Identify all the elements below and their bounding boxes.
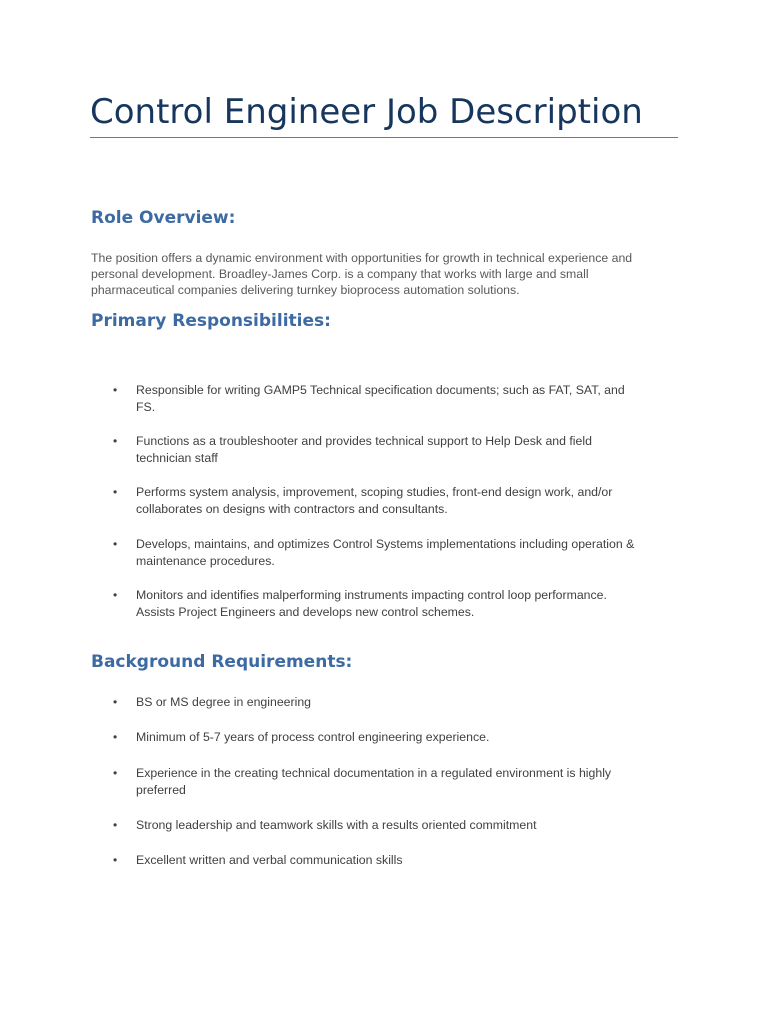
list-item-line: Assists Project Engineers and develops new control schemes. (136, 605, 475, 619)
list-item-line: Strong leadership and teamwork skills with a results oriented commitment (136, 818, 537, 832)
list-item-line: Minimum of 5-7 years of process control engineering experience. (136, 730, 490, 744)
list-item-text (136, 587, 681, 621)
bullet-icon: • (113, 485, 118, 499)
bullet-icon: • (113, 766, 118, 780)
list-item-text (136, 484, 681, 518)
list-item-text (136, 729, 681, 746)
bullet-icon: • (113, 818, 118, 832)
title-underline-divider (90, 137, 678, 138)
role-overview-paragraph (91, 250, 691, 298)
list-item-text (136, 433, 681, 467)
list-item-line: maintenance procedures. (136, 554, 275, 568)
paragraph-line: personal development. Broadley-James Corp. is a company that works with large and small (91, 267, 589, 281)
list-item-line: BS or MS degree in engineering (136, 695, 311, 709)
list-item-text (136, 382, 681, 416)
list-item-line: Monitors and identifies malperforming instruments impacting control loop performance. (136, 588, 607, 602)
list-item-text (136, 536, 681, 570)
list-item-line: Responsible for writing GAMP5 Technical specification documents; such as FAT, SAT, and (136, 383, 625, 397)
list-item-line: FS. (136, 400, 156, 414)
bullet-icon: • (113, 853, 118, 867)
role-overview-heading: Role Overview: (91, 208, 236, 228)
list-item-line: collaborates on designs with contractors and consultants. (136, 502, 448, 516)
list-item-line: Develops, maintains, and optimizes Control Systems implementations including operation & (136, 537, 635, 551)
background-requirements-heading: Background Requirements: (91, 652, 353, 672)
bullet-icon: • (113, 588, 118, 602)
list-item-line: Experience in the creating technical documentation in a regulated environment is highly (136, 766, 612, 780)
bullet-icon: • (113, 434, 118, 448)
list-item-line: preferred (136, 783, 186, 797)
paragraph-line: The position offers a dynamic environment with opportunities for growth in technical experience and (91, 251, 633, 265)
list-item-text (136, 852, 681, 869)
bullet-icon: • (113, 730, 118, 744)
list-item-line: Excellent written and verbal communication skills (136, 853, 403, 867)
bullet-icon: • (113, 383, 118, 397)
bullet-icon: • (113, 537, 118, 551)
list-item-text (136, 694, 681, 711)
list-item-line: Functions as a troubleshooter and provides technical support to Help Desk and field (136, 434, 592, 448)
list-item-text (136, 765, 681, 799)
paragraph-line: pharmaceutical companies delivering turnkey bioprocess automation solutions. (91, 283, 520, 297)
page-title: Control Engineer Job Description (90, 92, 643, 132)
list-item-line: technician staff (136, 451, 218, 465)
primary-responsibilities-heading: Primary Responsibilities: (91, 311, 331, 331)
bullet-icon: • (113, 695, 118, 709)
list-item-line: Performs system analysis, improvement, scoping studies, front-end design work, and/or (136, 485, 613, 499)
list-item-text (136, 817, 681, 834)
